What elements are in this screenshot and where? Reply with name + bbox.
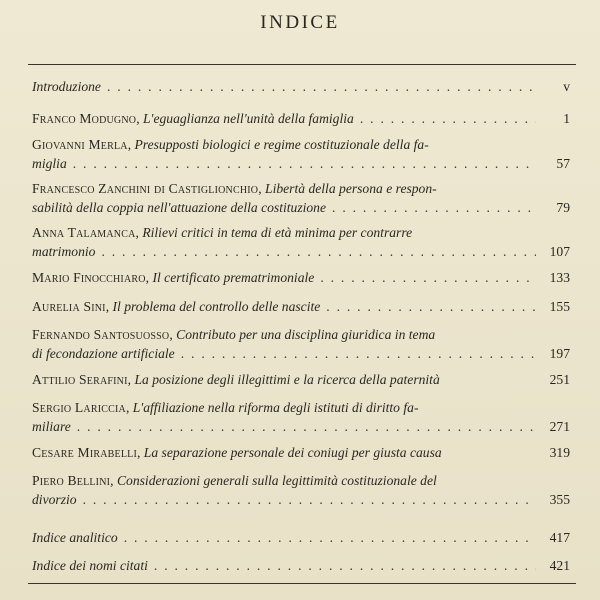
entry-author: Giovanni Merla [32, 137, 128, 152]
entry-title-line2: divorzio [32, 492, 77, 507]
bottom-rule [28, 583, 576, 584]
entry-title: La posizione degli illegittimi e la ricerca della paternità [134, 372, 440, 387]
toc-entry-indice-analitico[interactable] [32, 528, 570, 547]
toc-entry-zanchini[interactable]: Francesco Zanchini di Castiglionchio, Libertà della persona e respon- sabilità della coppia nell'attuazione della costituzione . . . 79 [32, 179, 570, 217]
entry-page: 355 [549, 492, 570, 507]
entry-page: v [563, 79, 570, 94]
entry-title-line2: matrimonio [32, 244, 96, 259]
entry-title: La separazione personale dei coniugi per giusta causa [143, 445, 442, 460]
entry-title-line1: Considerazioni generali sulla legittimità costituzionale del [116, 473, 437, 488]
toc-entry-lariccia[interactable]: Sergio Lariccia, L'affiliazione nella riforma degli istituti di diritto fa- miliare . . . 271 [32, 398, 570, 436]
leader-dots [95, 242, 536, 261]
entry-page: 251 [549, 372, 570, 387]
entry-author: Franco Modugno [32, 111, 137, 126]
toc-entry-mirabelli[interactable]: Cesare Mirabelli, La separazione personale dei coniugi per giusta causa 319 [32, 445, 570, 460]
toc-entry-modugno[interactable]: Franco Modugno, L'eguaglianza nell'unità della famiglia . . . 1 [32, 109, 570, 128]
entry-title: Il certificato prematrimoniale [152, 270, 315, 285]
toc-entry-sini[interactable]: Aurelia Sini, Il problema del controllo delle nascite . . . 155 [32, 297, 570, 316]
entry-author: Fernando Santosuosso [32, 327, 170, 342]
toc-entry-finocchiaro[interactable]: Mario Finocchiaro, Il certificato prematrimoniale . . . 133 [32, 268, 570, 287]
entry-author: Piero Bellini [32, 473, 111, 488]
toc-entry-santosuosso[interactable]: Fernando Santosuosso, Contributo per una disciplina giuridica in tema di fecondazione artificiale . . . 197 [32, 325, 570, 363]
page-title: INDICE [260, 12, 340, 33]
leader-dots [71, 417, 536, 436]
toc-entry-merla[interactable]: Giovanni Merla, Presupposti biologici e regime costituzionale della fa- miglia . . . 57 [32, 135, 570, 173]
entry-page: 197 [549, 346, 570, 361]
entry-title-line1: Rilievi critici in tema di età minima per contrarre [142, 225, 413, 240]
entry-title-line2: miglia [32, 156, 67, 171]
leader-dots [118, 528, 536, 547]
entry-title-line1: Libertà della persona e respon- [265, 181, 437, 196]
entry-page: 271 [549, 419, 570, 434]
leader-dots [101, 77, 536, 96]
toc-entry-bellini[interactable]: Piero Bellini, Considerazioni generali sulla legittimità costituzionale del divorzio . . . 355 [32, 471, 570, 509]
leader-dots [148, 556, 536, 575]
entry-author: Anna Talamanca [32, 225, 136, 240]
entry-author: Mario Finocchiaro [32, 270, 146, 285]
entry-title: Indice dei nomi citati [32, 558, 148, 573]
entry-title-line2: di fecondazione artificiale [32, 346, 175, 361]
leader-dots [326, 198, 536, 217]
entry-title: Il problema del controllo delle nascite [112, 299, 321, 314]
leader-dots [67, 154, 536, 173]
entry-title: L'eguaglianza nell'unità della famiglia [142, 111, 354, 126]
entry-page: 319 [549, 445, 570, 460]
entry-author: Cesare Mirabelli [32, 445, 137, 460]
entry-page: 1 [563, 111, 570, 126]
entry-title-line2: miliare [32, 419, 71, 434]
leader-dots [354, 109, 536, 128]
entry-title-line1: Presupposti biologici e regime costituzionale della fa- [134, 137, 429, 152]
entry-title-line2: sabilità della coppia nell'attuazione della costituzione [32, 200, 327, 215]
table-of-contents [32, 0, 570, 600]
entry-page: 57 [556, 156, 570, 171]
entry-title: Introduzione [32, 79, 101, 94]
toc-entry-talamanca[interactable]: Anna Talamanca, Rilievi critici in tema di età minima per contrarre matrimonio . . . 107 [32, 223, 570, 261]
toc-entry-introduzione[interactable] [32, 77, 570, 96]
leader-dots [77, 490, 536, 509]
entry-title: Indice analitico [32, 530, 118, 545]
entry-page: 421 [549, 558, 570, 573]
entry-title-line1: L'affiliazione nella riforma degli istituti di diritto fa- [132, 400, 419, 415]
leader-dots [320, 297, 536, 316]
entry-title-line1: Contributo per una disciplina giuridica in tema [176, 327, 436, 342]
entry-author: Sergio Lariccia [32, 400, 126, 415]
entry-author: Attilio Serafini [32, 372, 128, 387]
entry-page: 133 [549, 270, 570, 285]
toc-entry-indice-nomi[interactable] [32, 556, 570, 575]
entry-page: 155 [549, 299, 570, 314]
entry-page: 79 [556, 200, 570, 215]
entry-page: 107 [549, 244, 570, 259]
toc-entry-serafini[interactable]: Attilio Serafini, La posizione degli illegittimi e la ricerca della paternità 251 [32, 372, 570, 387]
entry-author: Aurelia Sini [32, 299, 106, 314]
leader-dots [175, 344, 536, 363]
entry-author: Francesco Zanchini di Castiglionchio [32, 181, 259, 196]
entry-page: 417 [549, 530, 570, 545]
leader-dots [314, 268, 536, 287]
